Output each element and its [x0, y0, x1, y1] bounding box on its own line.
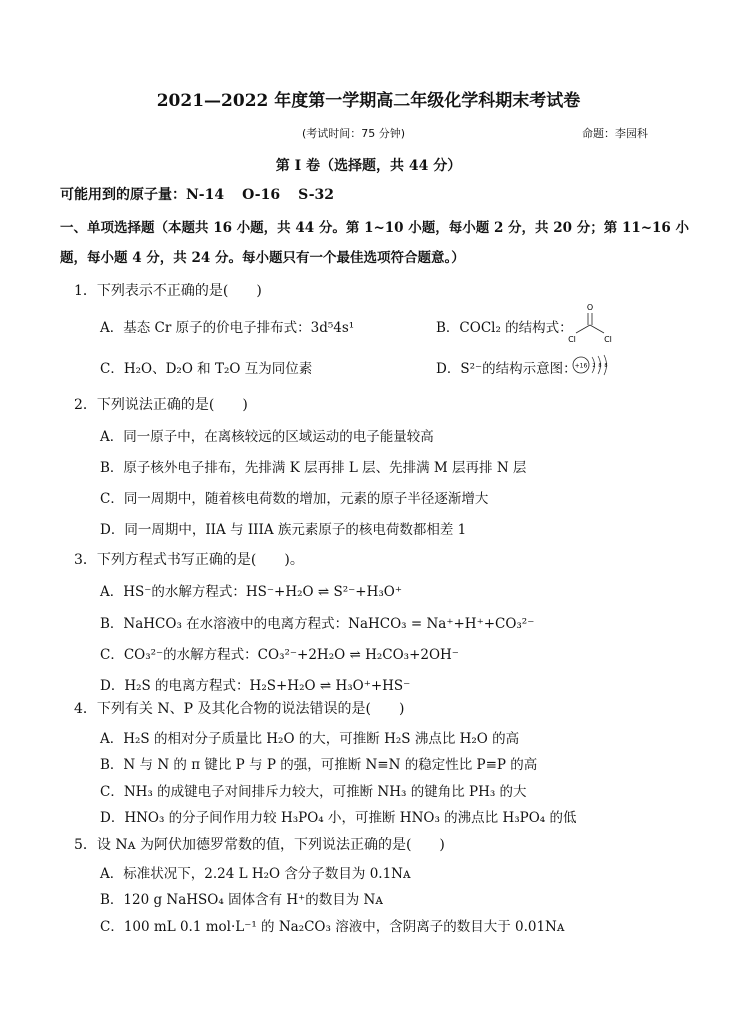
structure-bond-right — [590, 325, 604, 333]
instructions-line-1: 一、单项选择题（本题共 16 小题，共 44 分。第 1~10 小题，每小题 2 分，共 20 分；第 11~16 小 — [60, 220, 690, 236]
cocl2-structure-figure — [566, 300, 614, 344]
section-title: 第 I 卷（选择题，共 44 分） — [275, 158, 462, 174]
q2-option-c: C．同一周期中，随着核电荷数的增加，元素的原子半径逐渐增大 — [100, 491, 489, 507]
q4-option-c: C．NH₃ 的成键电子对间排斥力较大，可推断 NH₃ 的键角比 PH₃ 的大 — [100, 784, 527, 800]
q4-option-b: B．N 与 N 的 π 键比 P 与 P 的强，可推断 N≡N 的稳定性比 P≡P 的高 — [100, 757, 538, 773]
structure-cl-right-label: Cl — [604, 335, 612, 344]
atomic-mass-label: 可能用到的原子量： — [60, 187, 186, 203]
exam-title: 2021—2022 年度第一学期高二年级化学科期末考试卷 — [156, 91, 581, 111]
q4-stem: 4．下列有关 N、P 及其化合物的说法错误的是( ) — [74, 701, 405, 717]
q5-option-c: C．100 mL 0.1 mol·L⁻¹ 的 Na₂CO₃ 溶液中，含阴离子的数目大于 0.01Nᴀ — [100, 919, 565, 935]
instructions-line-2: 题，每小题 4 分，共 24 分。每小题只有一个最佳选项符合题意。） — [60, 250, 465, 266]
structure-oxygen-label: O — [586, 303, 594, 312]
atomic-mass-line — [60, 184, 334, 204]
q2-option-a: A．同一原子中，在离核较远的区域运动的电子能量较高 — [100, 429, 434, 445]
q4-option-a: A．H₂S 的相对分子质量比 H₂O 的大，可推断 H₂S 沸点比 H₂O 的高 — [100, 731, 520, 747]
q3-option-a: A．HS⁻的水解方程式：HS⁻+H₂O ⇌ S²⁻+H₃O⁺ — [100, 584, 402, 600]
atomic-mass-s: S-32 — [298, 187, 335, 203]
q2-stem: 2．下列说法正确的是( ) — [74, 397, 248, 413]
atomic-mass-n: N-14 — [186, 187, 225, 203]
exam-time-note: (考试时间：75 分钟) — [302, 127, 406, 140]
nucleus-charge: +16 — [574, 362, 588, 370]
exam-author: 命题：李园科 — [582, 127, 648, 140]
shell-1-electrons: 2 — [592, 363, 596, 369]
q3-option-d: D．H₂S 的电离方程式：H₂S+H₂O ⇌ H₃O⁺+HS⁻ — [100, 678, 411, 694]
q1-stem: 1．下列表示不正确的是( ) — [74, 283, 262, 299]
q4-option-d: D．HNO₃ 的分子间作用力较 H₃PO₄ 小，可推断 HNO₃ 的沸点比 H₃PO₄ 的低 — [100, 810, 577, 826]
q3-option-b: B．NaHCO₃ 在水溶液中的电离方程式：NaHCO₃ = Na⁺+H⁺+CO₃²⁻ — [100, 616, 535, 632]
sulfide-ion-diagram — [570, 353, 612, 377]
structure-cl-left-label: Cl — [568, 335, 576, 344]
q1-option-a: A．基态 Cr 原子的价电子排布式：3d⁵4s¹ — [100, 320, 355, 336]
q5-option-a: A．标准状况下，2.24 L H₂O 含分子数目为 0.1Nᴀ — [100, 866, 411, 882]
q1-option-c: C．H₂O、D₂O 和 T₂O 互为同位素 — [100, 361, 313, 377]
q2-option-d: D．同一周期中，IIA 与 IIIA 族元素原子的核电荷数都相差 1 — [100, 522, 467, 538]
atomic-mass-o: O-16 — [242, 187, 281, 203]
shell-3-electrons: 8 — [604, 363, 608, 369]
shell-2-electrons: 8 — [598, 363, 602, 369]
q1-option-d: D．S²⁻的结构示意图： — [436, 361, 577, 377]
q3-stem: 3．下列方程式书写正确的是( )。 — [74, 552, 304, 568]
q5-option-b: B．120 g NaHSO₄ 固体含有 H⁺的数目为 Nᴀ — [100, 892, 383, 908]
q1-option-b: B．COCl₂ 的结构式： — [436, 320, 573, 336]
q3-option-c: C．CO₃²⁻的水解方程式：CO₃²⁻+2H₂O ⇌ H₂CO₃+2OH⁻ — [100, 647, 459, 663]
q2-option-b: B．原子核外电子排布，先排满 K 层再排 L 层、先排满 M 层再排 N 层 — [100, 460, 527, 476]
q5-stem: 5．设 Nᴀ 为阿伏加德罗常数的值，下列说法正确的是( ) — [74, 837, 445, 853]
structure-bond-left — [576, 325, 590, 333]
